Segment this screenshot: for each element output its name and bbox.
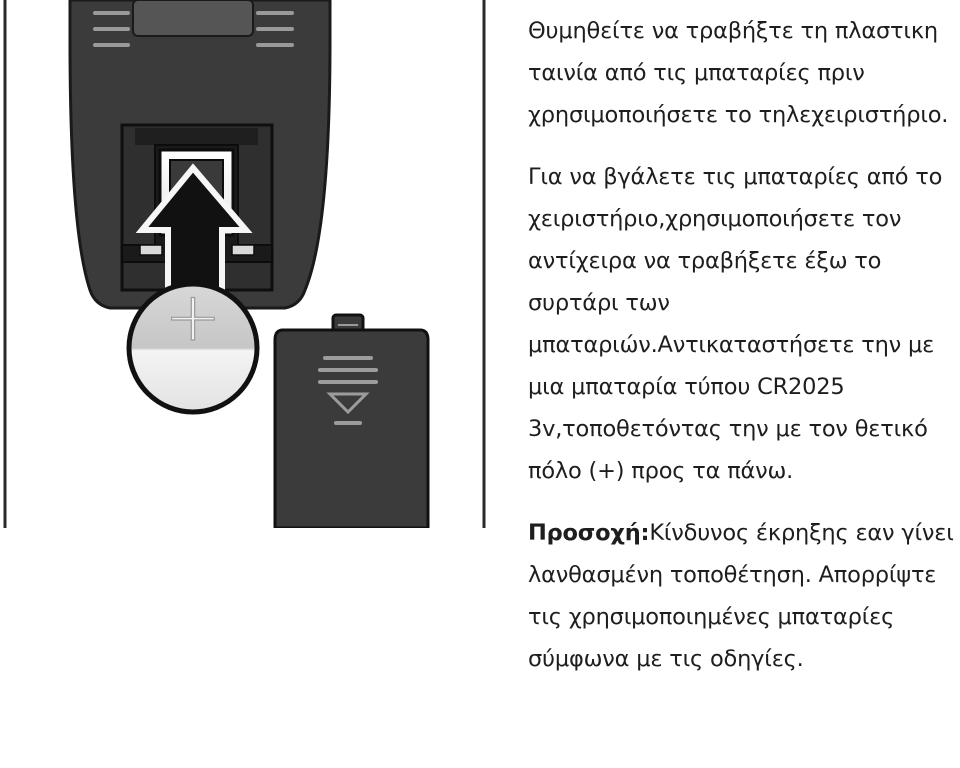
instructions-text [528,10,958,680]
warning-paragraph [528,512,958,680]
battery-plus-symbol: + [164,278,222,357]
warning-text: Κίνδυνος έκρηξης εαν γίνει λανθασμένη τοποθέτηση. Απορρίψτε τις χρησιμοποιημένες μπαταρίες σύμφωνα με τις οδηγίες. [528,520,954,672]
battery-drawer-icon[interactable] [275,315,428,528]
remote-battery-illustration [0,0,487,528]
instruction-paragraph-2: Για να βγάλετε τις μπαταρίες από το χειριστήριο,χρησιμοποιήσετε τον αντίχειρα να τραβήξετε έξω το συρτάρι των μπαταριών.Αντικαταστήσετε την με μια μπαταρία τύπου CR2025 3v,τοποθετόντας την με τον θετικό πόλο (+) προς τα πάνω. [528,164,943,484]
instruction-paragraph-1: Θυμηθείτε να τραβήξτε τη πλαστικη ταινία από τις μπαταρίες πριν χρησιμοποιήσετε το τηλεχειριστήριο. [528,18,949,128]
warning-label: Προσοχή: [528,520,650,546]
